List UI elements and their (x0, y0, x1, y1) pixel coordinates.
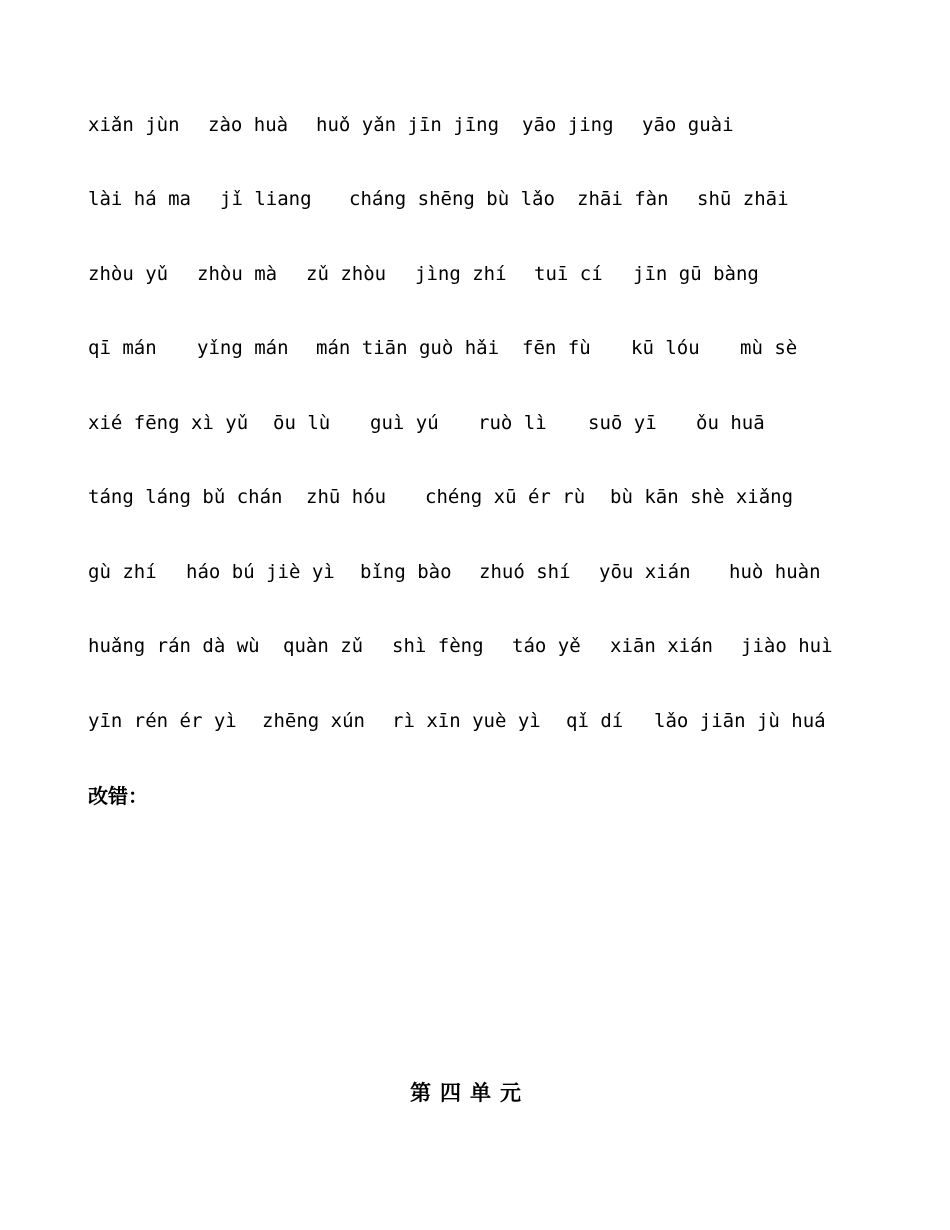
pinyin-word: jǐ liang (220, 188, 312, 210)
pinyin-word: mù sè (740, 337, 798, 359)
pinyin-word: mán tiān guò hǎi (316, 337, 500, 359)
pinyin-word: qǐ dí (566, 710, 624, 732)
pinyin-word: ōu lù (273, 412, 331, 434)
pinyin-word: bǐng bào (360, 561, 452, 583)
pinyin-word: jiào huì (741, 635, 833, 657)
pinyin-word: táo yě (512, 635, 581, 657)
pinyin-word: táng láng bǔ chán (88, 486, 283, 508)
pinyin-word: rì xīn yuè yì (392, 710, 541, 732)
pinyin-word: zào huà (208, 114, 289, 136)
pinyin-word: huǒ yǎn jīn jīng (316, 114, 500, 136)
correction-label: 改错： (88, 784, 148, 808)
pinyin-word: jīn gū bàng (633, 263, 759, 285)
pinyin-word: xiān xián (610, 635, 713, 657)
pinyin-word: huò huàn (729, 561, 821, 583)
pinyin-word: yōu xián (599, 561, 691, 583)
pinyin-word: zhòu yǔ (88, 263, 169, 285)
pinyin-word: gù zhí (88, 561, 157, 583)
pinyin-word: guì yú (370, 412, 439, 434)
pinyin-word: yāo guài (642, 114, 734, 136)
pinyin-word: ǒu huā (696, 412, 765, 434)
pinyin-word: yīn rén ér yì (88, 710, 237, 732)
pinyin-word: chéng xū ér rù (425, 486, 586, 508)
pinyin-word: zhāi fàn (577, 188, 669, 210)
pinyin-word: jìng zhí (415, 263, 507, 285)
pinyin-word: yǐng mán (197, 337, 289, 359)
pinyin-word: ruò lì (478, 412, 547, 434)
pinyin-word: zǔ zhòu (306, 263, 387, 285)
pinyin-word: qī mán (88, 337, 157, 359)
pinyin-word: fēn fù (522, 337, 591, 359)
pinyin-word: zhēng xún (262, 710, 365, 732)
pinyin-word: cháng shēng bù lǎo (349, 188, 555, 210)
pinyin-word: bù kān shè xiǎng (610, 486, 794, 508)
pinyin-word: xiǎn jùn (88, 114, 180, 136)
pinyin-word: lǎo jiān jù huá (654, 710, 826, 732)
pinyin-word: zhòu mà (197, 263, 278, 285)
unit-title: 第四单元 (410, 1080, 530, 1105)
pinyin-word: yāo jing (522, 114, 614, 136)
pinyin-word: shū zhāi (697, 188, 789, 210)
pinyin-word: háo bú jiè yì (186, 561, 335, 583)
pinyin-word: quàn zǔ (283, 635, 364, 657)
pinyin-word: zhū hóu (306, 486, 387, 508)
pinyin-word: shì fèng (392, 635, 484, 657)
pinyin-word: tuī cí (534, 263, 603, 285)
pinyin-word: xié fēng xì yǔ (88, 412, 249, 434)
pinyin-word: huǎng rán dà wù (88, 635, 260, 657)
pinyin-word: suō yī (588, 412, 657, 434)
pinyin-word: kū lóu (631, 337, 700, 359)
pinyin-word: lài há ma (88, 188, 191, 210)
pinyin-word: zhuó shí (479, 561, 571, 583)
